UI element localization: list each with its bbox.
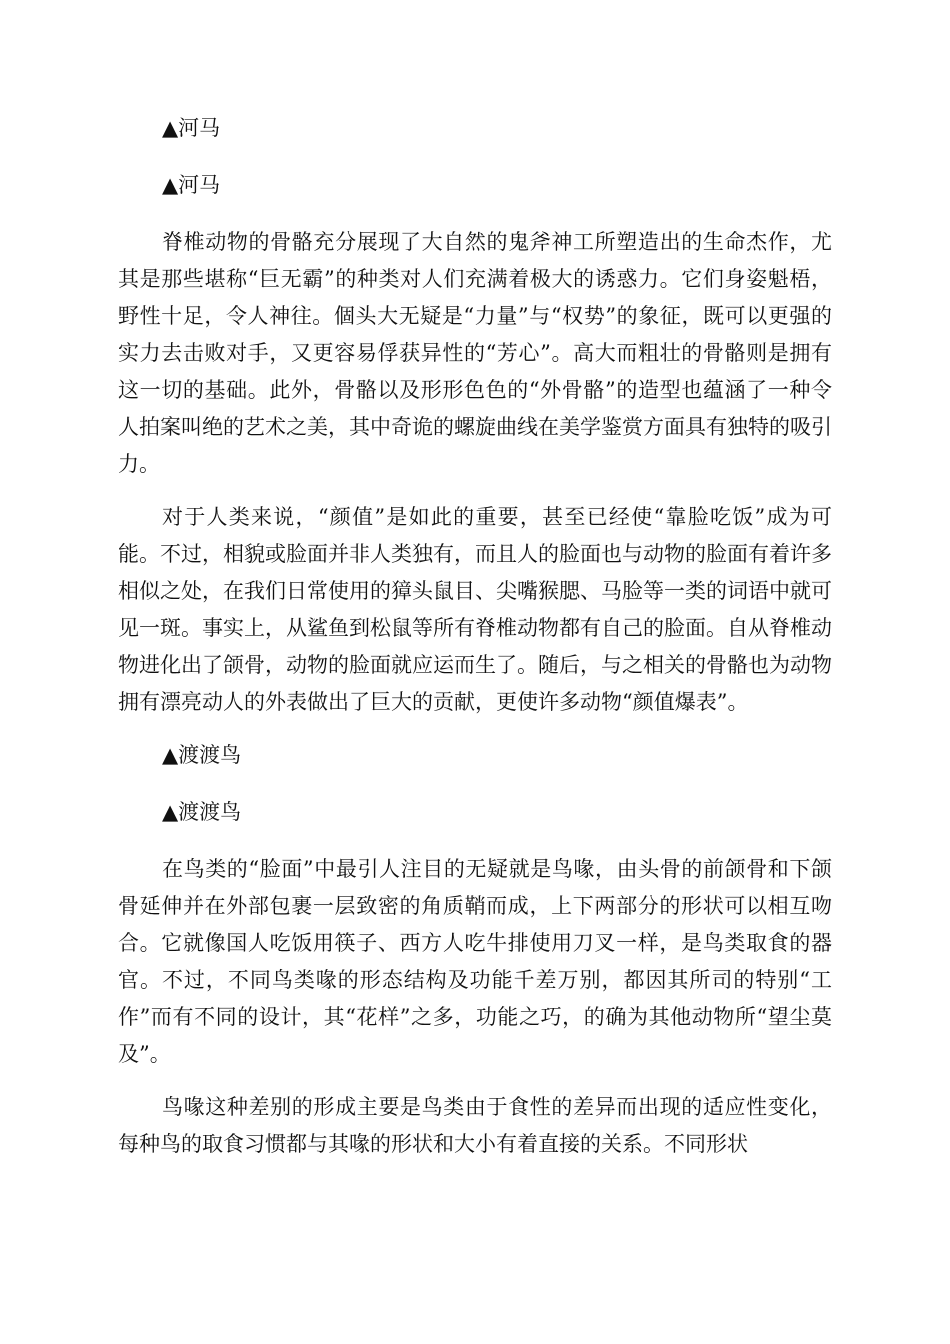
image-caption-hippo: ▲河马 [162,116,221,140]
image-caption-dodo: ▲渡渡鸟 [162,743,242,767]
paragraph-animal-faces: 对于人类来说，“颜值”是如此的重要，甚至已经使“靠脸吃饭”成为可能。不过，相貌或脸面并非人类独有，而且人的脸面也与动物的脸面有着许多相似之处，在我们日常使用的獐头鼠目、尖嘴猴腮、马脸等一类的词语中就可见一斑。事实上，从鲨鱼到松鼠等所有脊椎动物都有自己的脸面。自从脊椎动物进化出了颌骨，动物的脸面就应运而生了。随后，与之相关的骨骼也为动物拥有漂亮动人的外表做出了巨大的贡献，更使许多动物“颜值爆表”。 [118,505,832,714]
paragraph-bird-beak: 在鸟类的“脸面”中最引人注目的无疑就是鸟喙，由头骨的前颌骨和下颌骨延伸并在外部包裹一层致密的角质鞘而成，上下两部分的形状可以相互吻合。它就像国人吃饭用筷子、西方人吃牛排使用刀叉一样，是鸟类取食的器官。不过，不同鸟类喙的形态结构及功能千差万别，都因其所司的特别“工作”而有不同的设计，其“花样”之多，功能之巧，的确为其他动物所“望尘莫及”。 [118,857,832,1066]
image-caption-hippo-duplicate: ▲河马 [162,173,221,197]
paragraph-beak-adaptation: 鸟喙这种差别的形成主要是鸟类由于食性的差异而出现的适应性变化，每种鸟的取食习惯都与其喙的形状和大小有着直接的关系。不同形状 [118,1095,832,1156]
image-caption-dodo-duplicate: ▲渡渡鸟 [162,800,242,824]
paragraph-skeleton-art: 脊椎动物的骨骼充分展现了大自然的鬼斧神工所塑造出的生命杰作，尤其是那些堪称“巨无霸”的种类对人们充满着极大的诱惑力。它们身姿魁梧，野性十足，令人神往。個头大无疑是“力量”与“权势”的象征，既可以更强的实力去击败对手，又更容易俘获异性的“芳心”。高大而粗壮的骨骼则是拥有这一切的基础。此外，骨骼以及形形色色的“外骨骼”的造型也蕴涵了一种令人拍案叫绝的艺术之美，其中奇诡的螺旋曲线在美学鉴赏方面具有独特的吸引力。 [118,230,832,476]
